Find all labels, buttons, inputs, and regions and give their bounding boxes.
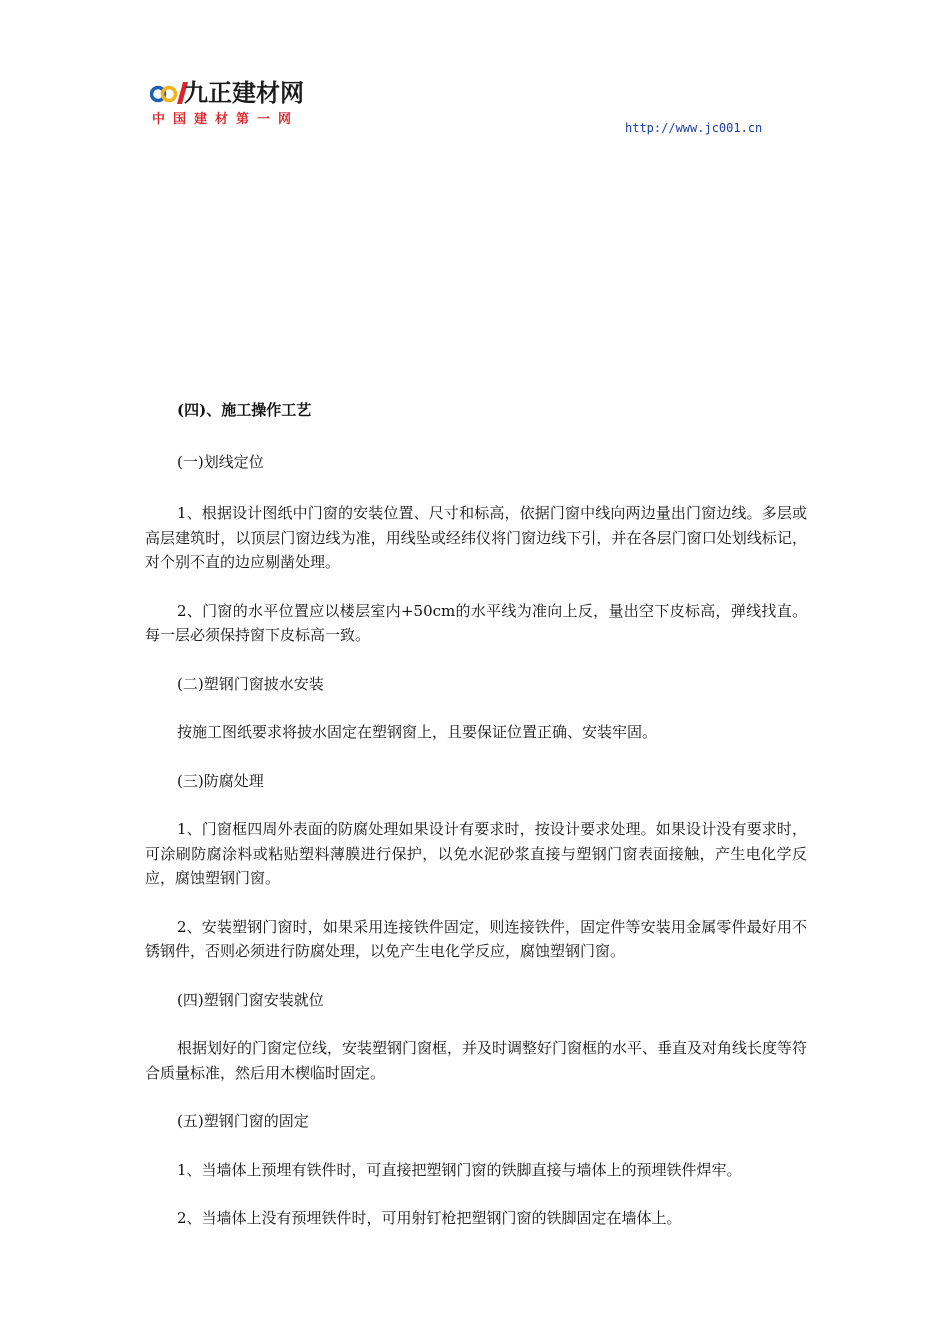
paragraph: (五)塑钢门窗的固定: [177, 1112, 309, 1130]
paragraph: 1、门窗框四周外表面的防腐处理如果设计有要求时，按设计要求处理。如果设计没有要求时，可涂刷防腐涂料或粘贴塑料薄膜进行保护，以免水泥砂浆直接与塑钢门窗表面接触，产生电化学反应，腐蚀塑钢门窗。: [145, 820, 807, 887]
site-logo[interactable]: [150, 78, 340, 134]
paragraph: 按施工图纸要求将披水固定在塑钢窗上，且要保证位置正确、安装牢固。: [177, 723, 658, 741]
paragraph: (一)划线定位: [177, 452, 264, 471]
document-body: [145, 398, 807, 1231]
site-url-link[interactable]: http://www.jc001.cn: [625, 121, 763, 135]
paragraph: 2、当墙体上没有预埋铁件时，可用射钉枪把塑钢门窗的铁脚固定在墙体上。: [177, 1209, 682, 1227]
paragraph: 1、根据设计图纸中门窗的安装位置、尺寸和标高，依据门窗中线向两边量出门窗边线。多层或高层建筑时，以顶层门窗边线为准，用线坠或经纬仪将门窗边线下引，并在各层门窗口处划线标记，对个别不直的边应剔凿处理。: [145, 504, 807, 571]
section-heading: (四)、施工操作工艺: [177, 401, 312, 419]
paragraph: (四)塑钢门窗安装就位: [177, 990, 324, 1009]
paragraph: 1、当墙体上预埋有铁件时，可直接把塑钢门窗的铁脚直接与墙体上的预埋铁件焊牢。: [177, 1160, 742, 1179]
page-header: [150, 78, 790, 138]
paragraph: 2、门窗的水平位置应以楼层室内+50cm的水平线为准向上反，量出空下皮标高，弹线找直。每一层必须保持窗下皮标高一致。: [145, 601, 807, 644]
paragraph: 根据划好的门窗定位线，安装塑钢门窗框，并及时调整好门窗框的水平、垂直及对角线长度等符合质量标准，然后用木楔临时固定。: [145, 1039, 808, 1082]
paragraph: 2、安装塑钢门窗时，如果采用连接铁件固定，则连接铁件，固定件等安装用金属零件最好用不锈钢件，否则必须进行防腐处理，以免产生电化学反应，腐蚀塑钢门窗。: [145, 917, 807, 960]
logo-slogan: 中国建材第一网: [152, 112, 300, 127]
paragraph: (三)防腐处理: [177, 771, 264, 790]
paragraph: (二)塑钢门窗披水安装: [177, 674, 324, 693]
logo-text: 九正建材网: [184, 79, 304, 107]
